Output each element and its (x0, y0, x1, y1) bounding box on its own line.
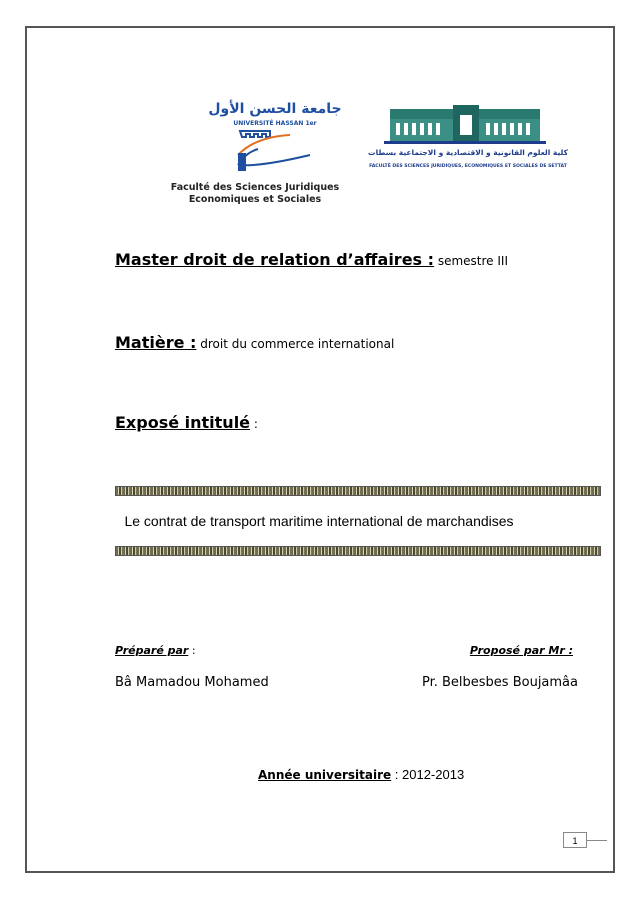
master-label: Master droit de relation d’affaires : (115, 250, 435, 269)
logo-left-latin: UNIVERSITÉ HASSAN 1er (233, 120, 317, 127)
proposed-label-line (470, 641, 573, 659)
fsjes-settat-logo (368, 103, 568, 175)
proposed-label: Proposé par Mr : (469, 644, 573, 657)
matiere-line (115, 333, 394, 353)
master-value: semestre III (434, 254, 508, 268)
master-line (115, 250, 508, 270)
decorative-band-bottom (115, 546, 601, 556)
matiere-value: droit du commerce international (196, 337, 395, 351)
expose-value: : (250, 417, 258, 431)
prepared-suffix: : (188, 644, 196, 657)
logo-left-faculty-line2: Economiques et Sociales (188, 194, 322, 205)
topic-title: Le contrat de transport maritime international de marchandises (124, 513, 514, 529)
decorative-band-top (115, 486, 601, 496)
expose-label: Exposé intitulé (115, 413, 251, 432)
matiere-label: Matière : (115, 333, 197, 352)
proposed-name: Pr. Belbesbes Boujamâa (421, 675, 578, 690)
logo-right-arabic: كلية العلوم القانونية و الاقتصادية و الاجتماعية بسطات (368, 148, 568, 157)
page-number: 1 (563, 832, 587, 848)
page-number-rule (587, 840, 607, 841)
logo-left-arabic: جامعة الحسن الأول (208, 101, 342, 117)
logo-right-latin: FACULTÉ DES SCIENCES JURIDIQUES, ECONOMIQUES ET SOCIALES DE SETTAT (369, 164, 567, 169)
year-label: Année universitaire (258, 768, 392, 782)
prepared-name: Bâ Mamadou Mohamed (115, 675, 269, 690)
prepared-label: Préparé par (115, 644, 189, 657)
logo-left-faculty-line1: Faculté des Sciences Juridiques (170, 182, 340, 193)
prepared-line (115, 641, 196, 659)
year-value: : 2012-2013 (391, 767, 465, 782)
expose-line (115, 413, 258, 433)
university-hassan-logo (150, 95, 355, 210)
year-line (258, 766, 464, 784)
